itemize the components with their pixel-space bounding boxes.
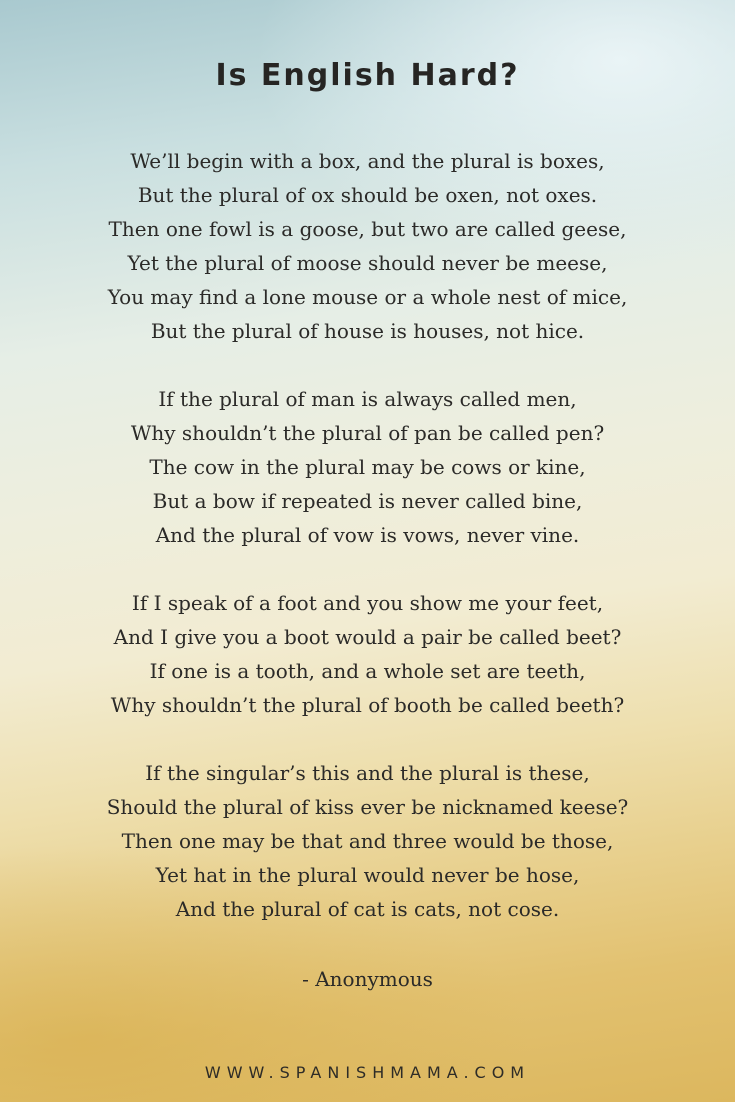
poem-line: If one is a tooth, and a whole set are teeth, xyxy=(149,659,586,683)
poem-line: And the plural of cat is cats, not cose. xyxy=(175,897,560,921)
poem-line: But the plural of house is houses, not hice. xyxy=(150,319,585,343)
poem-line: You may find a lone mouse or a whole nest of mice, xyxy=(107,285,628,309)
poem-body xyxy=(0,144,735,960)
poem-line: Then one fowl is a goose, but two are called geese, xyxy=(108,217,627,241)
website-url: WWW.SPANISHMAMA.COM xyxy=(204,1063,531,1082)
stanza-1 xyxy=(0,144,735,348)
poem-line: Why shouldn’t the plural of pan be called pen? xyxy=(130,421,605,445)
poem-line: If I speak of a foot and you show me your feet, xyxy=(131,591,604,615)
poem-author: - Anonymous xyxy=(302,967,433,991)
stanza-3 xyxy=(0,586,735,722)
poem-line: Yet the plural of moose should never be meese, xyxy=(127,251,608,275)
poem-line: The cow in the plural may be cows or kine, xyxy=(149,455,586,479)
poem-line: If the singular’s this and the plural is these, xyxy=(145,761,590,785)
poem-line: But a bow if repeated is never called bine, xyxy=(152,489,583,513)
poem-line: Then one may be that and three would be those, xyxy=(121,829,614,853)
poem-line: And I give you a boot would a pair be called beet? xyxy=(113,625,622,649)
poem-line: We’ll begin with a box, and the plural is boxes, xyxy=(130,149,605,173)
poem-line: But the plural of ox should be oxen, not oxes. xyxy=(137,183,598,207)
poem-title: Is English Hard? xyxy=(215,58,520,93)
stanza-4 xyxy=(0,756,735,926)
poem-line: Should the plural of kiss ever be nicknamed keese? xyxy=(106,795,629,819)
poem-line: Yet hat in the plural would never be hose, xyxy=(155,863,580,887)
poem-line: And the plural of vow is vows, never vine. xyxy=(155,523,580,547)
poem-line: Why shouldn’t the plural of booth be called beeth? xyxy=(110,693,625,717)
poem-line: If the plural of man is always called men, xyxy=(158,387,577,411)
stanza-2 xyxy=(0,382,735,552)
